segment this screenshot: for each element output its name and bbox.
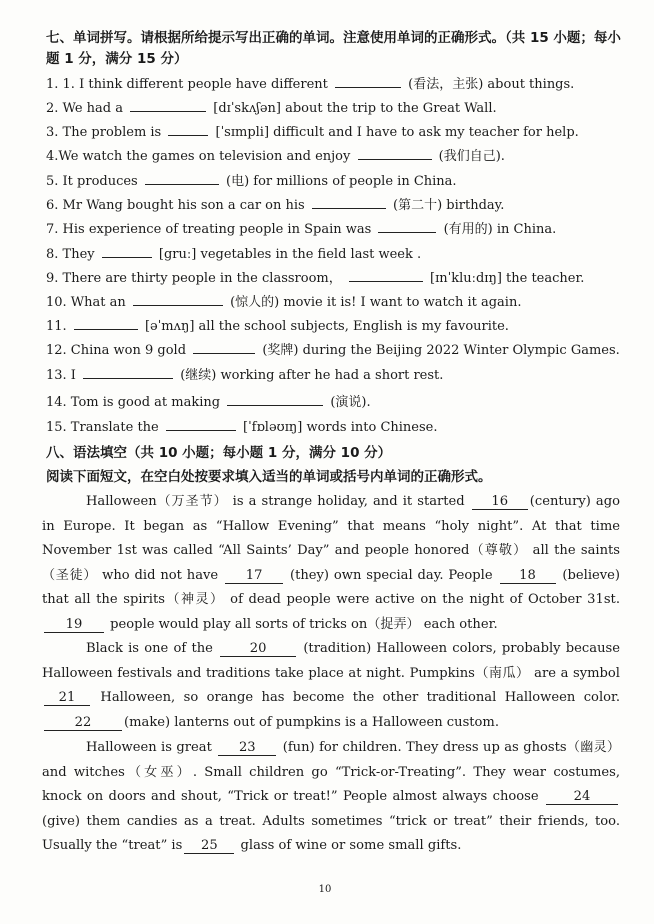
blank-22[interactable]: 22 xyxy=(44,716,122,731)
question-text: 2. We had a xyxy=(46,101,123,116)
blank-20[interactable]: 20 xyxy=(220,642,296,657)
question-9 xyxy=(46,270,636,287)
section-8-instruction: 阅读下面短文，在空白处按要求填入适当的单词或括号内单词的正确形式。 xyxy=(46,469,492,485)
question-13 xyxy=(46,367,636,384)
question-hint: (继续) working after he had a short rest. xyxy=(180,368,444,383)
question-14 xyxy=(46,394,636,411)
blank-17[interactable]: 17 xyxy=(225,569,283,584)
passage-text: Halloween, so orange has become the other traditional Halloween color. xyxy=(100,690,620,706)
passage-text: Black is one of the xyxy=(86,641,213,656)
answer-blank[interactable] xyxy=(227,394,323,406)
answer-blank[interactable] xyxy=(312,197,386,209)
passage-text: Halloween is great xyxy=(86,740,212,755)
question-hint: (我们自己). xyxy=(438,149,505,164)
question-1 xyxy=(46,76,636,93)
question-12 xyxy=(46,342,636,359)
question-3 xyxy=(46,124,636,141)
question-5 xyxy=(46,173,636,190)
question-hint: (看法，主张) about things. xyxy=(408,77,575,92)
question-hint: (惊人的) movie it is! I want to watch it again. xyxy=(230,295,522,310)
answer-blank[interactable] xyxy=(166,419,236,431)
question-text: 10. What an xyxy=(46,295,126,310)
question-4 xyxy=(46,148,636,165)
question-text: 15. Translate the xyxy=(46,420,159,435)
question-text: 4.We watch the games on television and enjoy xyxy=(46,149,351,164)
answer-blank[interactable] xyxy=(74,318,138,330)
passage-paragraph-2 xyxy=(42,637,620,735)
passage-text: (make) lanterns out of pumpkins is a Halloween custom. xyxy=(124,714,500,730)
answer-blank[interactable] xyxy=(168,124,208,136)
question-hint: [gruː] vegetables in the field last week . xyxy=(158,247,422,262)
question-text: 1. 1. I think different people have different xyxy=(46,77,328,92)
blank-16[interactable]: 16 xyxy=(472,495,528,510)
section-8-title: 八、语法填空（共 10 小题；每小题 1 分，满分 10 分） xyxy=(46,445,392,461)
question-text: 11. xyxy=(46,319,67,334)
question-15 xyxy=(46,419,636,436)
answer-blank[interactable] xyxy=(130,100,206,112)
question-10 xyxy=(46,294,636,311)
answer-blank[interactable] xyxy=(349,270,423,282)
passage-text: (century) ago in Europe. It began as “Hallow Evening” that means “holy night”. At that time November 1st was called “All Saints’ Day” and people honored（尊敬） all the saints（圣徒） who did not have xyxy=(42,494,620,583)
question-hint: (第二十) birthday. xyxy=(393,198,505,213)
question-text: 5. It produces xyxy=(46,174,138,189)
question-hint: [dɪˈskʌʃən] about the trip to the Great Wall. xyxy=(213,101,497,116)
question-2 xyxy=(46,100,636,117)
question-hint: [ˈsɪmpli] difficult and I have to ask my teacher for help. xyxy=(215,125,579,140)
answer-blank[interactable] xyxy=(133,294,223,306)
question-text: 6. Mr Wang bought his son a car on his xyxy=(46,198,305,213)
answer-blank[interactable] xyxy=(358,148,432,160)
passage-text: people would play all sorts of tricks on（捉弄） each other. xyxy=(110,616,498,632)
question-hint: [ɪnˈkluːdɪŋ] the teacher. xyxy=(430,271,585,286)
passage-text: (fun) for children. They dress up as ghosts（幽灵） and witches（女巫）. Small children go “Trick-or-Treating”. They wear costumes, knock on doors and shout, “Trick or treat!” People almost always choose xyxy=(42,740,621,805)
question-hint: (奖牌) during the Beijing 2022 Winter Olympic Games. xyxy=(262,343,620,358)
blank-18[interactable]: 18 xyxy=(500,569,556,584)
question-text: 14. Tom is good at making xyxy=(46,395,221,410)
question-text: 7. His experience of treating people in Spain was xyxy=(46,222,372,237)
question-hint: (电) for millions of people in China. xyxy=(226,174,457,189)
passage-text: (tradition) Halloween colors, probably because Halloween festivals and traditions take place at night. Pumpkins（南瓜） are a symbol xyxy=(42,641,620,681)
question-hint: (有用的) in China. xyxy=(443,222,557,237)
passage-text: Halloween（万圣节） is a strange holiday, and it started xyxy=(86,494,465,509)
section-7-title: 七、单词拼写。请根据所给提示写出正确的单词。注意使用单词的正确形式。（共 15 小题；每小题 1 分，满分 15 分） xyxy=(46,30,621,67)
answer-blank[interactable] xyxy=(102,246,152,258)
question-text: 9. There are thirty people in the classroom， xyxy=(46,271,342,286)
blank-23[interactable]: 23 xyxy=(218,741,276,756)
question-11 xyxy=(46,318,636,335)
question-hint: (演说). xyxy=(330,395,371,410)
answer-blank[interactable] xyxy=(378,221,436,233)
question-text: 3. The problem is xyxy=(46,125,162,140)
blank-21[interactable]: 21 xyxy=(44,691,90,706)
question-8 xyxy=(46,246,636,263)
passage-text: glass of wine or some small gifts. xyxy=(240,838,462,854)
question-text: 12. China won 9 gold xyxy=(46,343,187,358)
page-number: 10 xyxy=(318,884,332,895)
question-hint: [ˈfɒləʊɪŋ] words into Chinese. xyxy=(243,420,438,435)
question-7 xyxy=(46,221,636,238)
question-6 xyxy=(46,197,636,214)
passage-paragraph-1 xyxy=(42,490,620,638)
blank-24[interactable]: 24 xyxy=(546,790,618,805)
blank-19[interactable]: 19 xyxy=(44,618,104,633)
passage-text: (give) them candies as a treat. Adults sometimes “trick or treat” their friends, too. Usually the “treat” is xyxy=(42,813,620,854)
answer-blank[interactable] xyxy=(335,76,401,88)
answer-blank[interactable] xyxy=(145,173,219,185)
passage-paragraph-3 xyxy=(42,736,620,859)
blank-25[interactable]: 25 xyxy=(184,839,234,854)
passage-text: (they) own special day. People xyxy=(289,567,493,583)
answer-blank[interactable] xyxy=(193,342,255,354)
question-hint: [əˈmʌŋ] all the school subjects, English is my favourite. xyxy=(144,319,509,334)
answer-blank[interactable] xyxy=(83,367,173,379)
passage-text: (believe) that all the spirits（神灵） of dead people were active on the night of October 31st. xyxy=(42,567,621,608)
question-text: 8. They xyxy=(46,247,95,262)
question-text: 13. I xyxy=(46,368,76,383)
